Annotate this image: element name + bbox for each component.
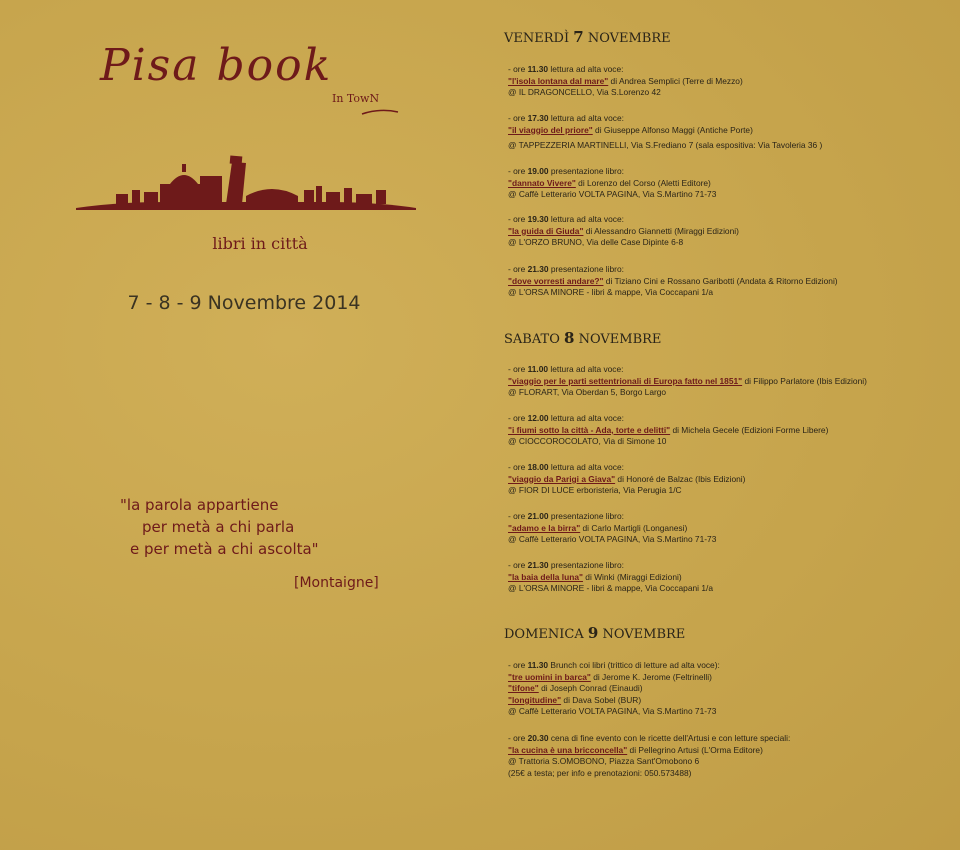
day-heading: [504, 624, 685, 642]
poster-tagline: libri in città: [212, 234, 308, 253]
day-number: 7: [573, 28, 584, 46]
day-number: 8: [564, 329, 575, 347]
event-place: @ CIOCCOROCOLATO, Via di Simone 10: [508, 436, 667, 447]
event-item: - ore 21.30 presentazione libro: "la baia della luna" di Winki (Miraggi Edizioni) @ L'ORSA MINORE - libri & mappe, Via Coccapani 1/a: [508, 560, 713, 594]
book-title: "tifone": [508, 683, 539, 694]
day-month: NOVEMBRE: [602, 627, 686, 642]
book-title: "il viaggio del priore": [508, 124, 593, 135]
event-item: - ore 21.30 presentazione libro: "dove vorresti andare?" di Tiziano Cini e Rossano Garibotti (Andata & Ritorno Edizioni) @ L'ORSA MINORE - libri & mappe, Via Coccapani 1/a: [508, 264, 838, 298]
book-title: "dove vorresti andare?": [508, 275, 604, 286]
event-place: @ L'ORSA MINORE - libri & mappe, Via Coccapani 1/a: [508, 583, 713, 594]
event-time: 20.30: [527, 733, 549, 743]
quote-line: "la parola appartiene: [120, 496, 279, 514]
pisa-skyline-icon: [76, 150, 416, 214]
day-month: NOVEMBRE: [578, 332, 662, 347]
book-title: "dannato Vivere": [508, 177, 576, 188]
event-place: @ Caffè Letterario VOLTA PAGINA, Via S.Martino 71-73: [508, 706, 717, 717]
day-name: DOMENICA: [504, 627, 584, 642]
event-item: - ore 11.30 Brunch coi libri (trittico di letture ad alta voce): "tre uomini in barca" di Jerome K. Jerome (Feltrinelli) "tifone" di Joseph Conrad (Einaudi) "longitudine" di Dava Sobel (BUR) @ Caffè Letterario VOLTA PAGINA, Via S.Martino 71-73: [508, 660, 720, 717]
event-time: 19.30: [527, 214, 549, 224]
quote-line: per metà a chi parla: [142, 518, 295, 536]
poster-dates: 7 - 8 - 9 Novembre 2014: [127, 292, 361, 314]
swoosh-decoration: [360, 108, 400, 116]
book-title: "adamo e la birra": [508, 522, 581, 533]
quote: [120, 494, 319, 560]
event-time: 18.00: [527, 462, 549, 472]
event-place: @ FLORART, Via Oberdan 5, Borgo Largo: [508, 387, 667, 398]
poster-title: Pisa book: [100, 40, 333, 91]
event-place: @ Caffè Letterario VOLTA PAGINA, Via S.Martino 71-73: [508, 189, 717, 200]
event-time: 21.30: [527, 264, 549, 274]
day-name: VENERDÌ: [504, 31, 570, 46]
book-title: "la guida di Giuda": [508, 225, 584, 236]
book-title: "l'isola lontana dal mare": [508, 75, 609, 86]
event-place: @ L'ORSA MINORE - libri & mappe, Via Coccapani 1/a: [508, 287, 713, 298]
event-item: - ore 21.00 presentazione libro: "adamo e la birra" di Carlo Martigli (Longanesi) @ Caffè Letterario VOLTA PAGINA, Via S.Martino 71-73: [508, 511, 717, 545]
book-title: "longitudine": [508, 694, 562, 705]
day-heading: [504, 329, 661, 347]
book-title: "viaggio per le parti settentrionali di Europa fatto nel 1851": [508, 375, 743, 386]
book-title: "la cucina è una bricconcella": [508, 744, 628, 755]
book-title: "tre uomini in barca": [508, 671, 591, 682]
poster-subtitle: In TowN: [332, 92, 380, 105]
event-time: 19.00: [527, 166, 549, 176]
event-item: - ore 11.30 lettura ad alta voce: "l'isola lontana dal mare" di Andrea Semplici (Terre di Mezzo) @ IL DRAGONCELLO, Via S.Lorenzo 42: [508, 64, 743, 98]
book-title: "i fiumi sotto la città - Ada, torte e delitti": [508, 424, 671, 435]
day-number: 9: [587, 624, 599, 642]
event-time: 17.30: [527, 113, 549, 123]
event-place: @ Trattoria S.OMOBONO, Piazza Sant'Omobono 6: [508, 756, 700, 767]
event-time: 11.00: [527, 364, 549, 374]
event-place: @ IL DRAGONCELLO, Via S.Lorenzo 42: [508, 87, 661, 98]
event-time: 21.30: [527, 560, 549, 570]
event-time: 12.00: [527, 413, 549, 423]
event-time: 11.30: [527, 64, 549, 74]
event-item: - ore 12.00 lettura ad alta voce: "i fiumi sotto la città - Ada, torte e delitti" di Michela Gecele (Edizioni Forme Libere) @ CIOCCOROCOLATO, Via di Simone 10: [508, 413, 829, 447]
event-place: @ TAPPEZZERIA MARTINELLI, Via S.Frediano 7 (sala espositiva: Via Tavoleria 36 ): [508, 140, 823, 151]
event-note: (25€ a testa; per info e prenotazioni: 050.573488): [508, 767, 692, 778]
quote-author: [Montaigne]: [294, 575, 379, 591]
event-place: @ Caffè Letterario VOLTA PAGINA, Via S.Martino 71-73: [508, 534, 717, 545]
day-month: NOVEMBRE: [587, 31, 671, 46]
event-time: 11.30: [527, 660, 549, 670]
day-heading: [504, 28, 671, 46]
event-place: @ L'ORZO BRUNO, Via delle Case Dipinte 6-8: [508, 237, 684, 248]
event-item: - ore 11.00 lettura ad alta voce: "viaggio per le parti settentrionali di Europa fatto nel 1851" di Filippo Parlatore (Ibis Edizioni) @ FLORART, Via Oberdan 5, Borgo Largo: [508, 364, 867, 398]
quote-line: e per metà a chi ascolta": [130, 540, 319, 558]
event-item: - ore 19.00 presentazione libro: "dannato Vivere" di Lorenzo del Corso (Aletti Editore) @ Caffè Letterario VOLTA PAGINA, Via S.Martino 71-73: [508, 166, 717, 200]
event-item: - ore 17.30 lettura ad alta voce: "il viaggio del priore" di Giuseppe Alfonso Maggi (Antiche Porte) @ TAPPEZZERIA MARTINELLI, Via S.Frediano 7 (sala espositiva: Via Tavoleria 36 ): [508, 113, 823, 151]
book-title: "viaggio da Parigi a Giava": [508, 473, 616, 484]
day-name: SABATO: [504, 332, 560, 347]
event-time: 21.00: [527, 511, 549, 521]
event-item: - ore 18.00 lettura ad alta voce: "viaggio da Parigi a Giava" di Honoré de Balzac (Ibis Edizioni) @ FIOR DI LUCE erboristeria, Via Perugia 1/C: [508, 462, 746, 496]
event-item: - ore 20.30 cena di fine evento con le ricette dell'Artusi e con letture speciali: "la cucina è una bricconcella" di Pellegrino Artusi (L'Orma Editore) @ Trattoria S.OMOBONO, Piazza Sant'Omobono 6 (25€ a testa; per info e prenotazioni: 050.573488): [508, 733, 791, 778]
event-item: - ore 19.30 lettura ad alta voce: "la guida di Giuda" di Alessandro Giannetti (Miraggi Edizioni) @ L'ORZO BRUNO, Via delle Case Dipinte 6-8: [508, 214, 739, 248]
event-place: @ FIOR DI LUCE erboristeria, Via Perugia 1/C: [508, 485, 682, 496]
book-title: "la baia della luna": [508, 571, 583, 582]
